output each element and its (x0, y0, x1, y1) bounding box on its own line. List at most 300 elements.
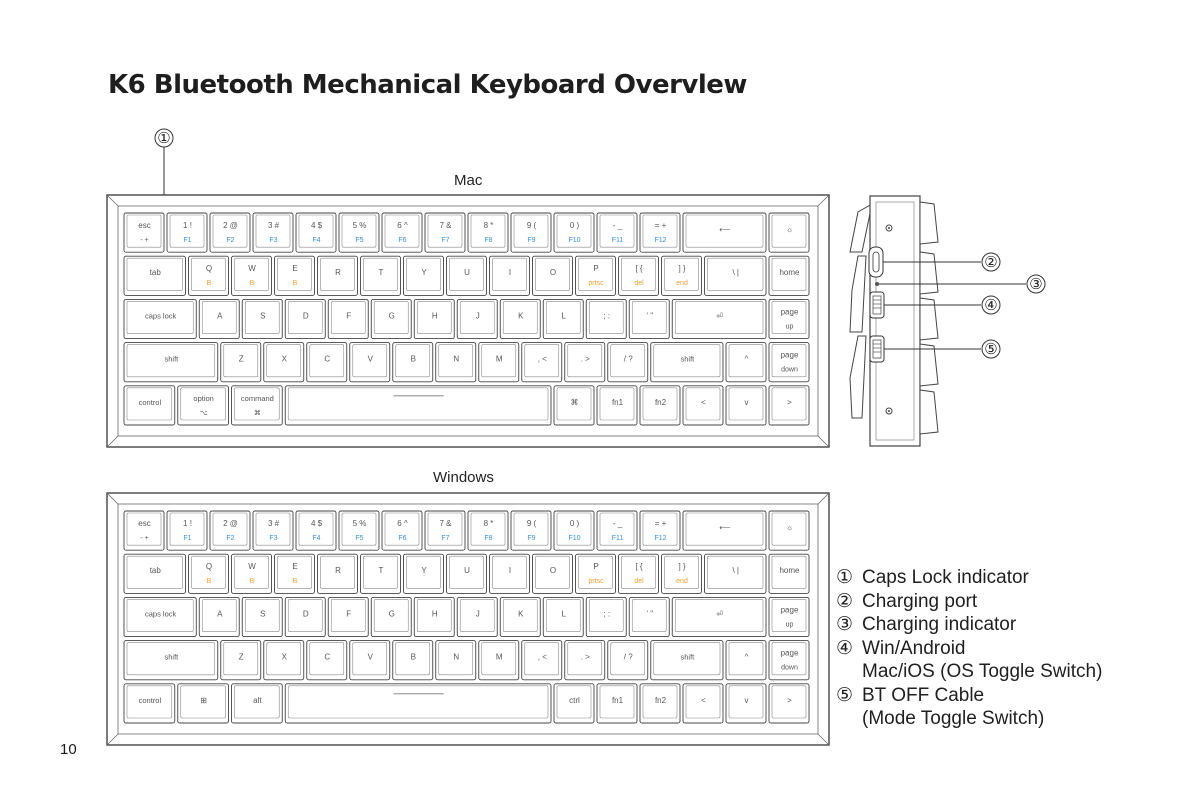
key-label: G (388, 311, 395, 321)
key-label: M (495, 652, 503, 662)
key-label: shift (680, 652, 695, 662)
key-label: ] } (678, 264, 686, 274)
key-label: 8 * (483, 519, 494, 528)
key (640, 386, 680, 425)
key (769, 554, 809, 593)
key-label: V (367, 354, 373, 364)
key (275, 256, 315, 295)
key-sublabel: F6 (398, 237, 407, 244)
windows-keyboard (106, 492, 830, 746)
key (124, 299, 196, 338)
key-label: . > (580, 652, 590, 662)
key-sublabel: F3 (269, 237, 278, 244)
key (318, 554, 358, 593)
key (490, 554, 530, 593)
key-label: ^ (744, 652, 749, 662)
key-label: Q (205, 562, 213, 572)
key (597, 213, 637, 252)
key-label: 5 % (352, 221, 367, 230)
key-label: ⟵ (719, 523, 731, 532)
key-label: F (346, 311, 352, 321)
key-label: control (138, 397, 162, 407)
key (608, 343, 648, 382)
mac-label: Mac (454, 172, 483, 189)
key-label: 4 $ (310, 221, 323, 230)
key (565, 343, 605, 382)
key-label: W (248, 264, 256, 274)
key-sublabel: prtsc (588, 578, 604, 586)
key (586, 597, 626, 636)
key (457, 299, 497, 338)
key-label: S (260, 311, 266, 321)
key (479, 641, 519, 680)
key-sublabel: F8 (484, 237, 493, 244)
key (124, 597, 196, 636)
key-label: page (780, 307, 799, 317)
key-label: 9 ( (526, 519, 537, 528)
key-label: v (744, 397, 749, 407)
key (672, 299, 766, 338)
key-label: shift (680, 354, 695, 364)
legend-item-3 (836, 613, 1102, 637)
key-label: control (138, 695, 162, 705)
key (468, 213, 508, 252)
key (662, 256, 702, 295)
key-label: [ { (635, 562, 643, 572)
key (683, 213, 766, 252)
key-label: - _ (612, 221, 623, 230)
key-label: 9 ( (526, 221, 537, 230)
key-label: ☼ (785, 225, 794, 234)
key-sublabel: - + (140, 535, 149, 542)
key-label: K (518, 609, 524, 619)
key-label: 8 * (483, 221, 494, 230)
key-label: Q (205, 264, 213, 274)
key (275, 554, 315, 593)
key (339, 213, 379, 252)
key (285, 386, 551, 425)
key-label: , < (537, 354, 547, 364)
key-label: fn1 (611, 397, 624, 407)
key-label: page (780, 648, 799, 658)
key (232, 256, 272, 295)
key (232, 684, 283, 723)
key (522, 343, 562, 382)
key (210, 511, 250, 550)
key-label: L (561, 311, 566, 321)
callout-4-label: ④ (984, 297, 998, 314)
key (543, 299, 583, 338)
key-label: 0 ) (569, 519, 580, 528)
key-label: , < (537, 652, 547, 662)
key (726, 684, 766, 723)
key (769, 684, 809, 723)
key (339, 511, 379, 550)
key-sublabel: F12 (654, 237, 667, 244)
key-sublabel: F5 (355, 535, 364, 542)
key-label: Z (238, 652, 244, 662)
key (189, 256, 229, 295)
callout-2-label: ② (984, 254, 998, 271)
key-label: alt (253, 695, 262, 705)
key (253, 213, 293, 252)
key (371, 597, 411, 636)
key-sublabel: F2 (226, 237, 235, 244)
key-label: C (324, 652, 331, 662)
key-label: 3 # (267, 519, 280, 528)
key (221, 343, 261, 382)
key-sublabel: F2 (226, 535, 235, 542)
key (189, 554, 229, 593)
key-label: 6 ^ (397, 519, 408, 528)
key (629, 299, 669, 338)
legend-num: ② (836, 590, 854, 612)
key (457, 597, 497, 636)
key-label: ctrl (569, 695, 580, 705)
key-label: esc (138, 519, 151, 528)
key-label: U (464, 566, 470, 576)
key-sublabel: del (634, 280, 644, 288)
key-sublabel: F10 (568, 237, 581, 244)
key (511, 213, 551, 252)
legend-text: Charging indicator (862, 614, 1017, 635)
key-sublabel: F7 (441, 535, 450, 542)
key-label: U (464, 268, 470, 278)
page-number: 10 (60, 741, 77, 758)
key-sublabel: F7 (441, 237, 450, 244)
key-label: ' " (646, 609, 654, 619)
key (619, 256, 659, 295)
key (242, 597, 282, 636)
key (490, 256, 530, 295)
key-sublabel: B (206, 578, 212, 586)
callout-5-label: ⑤ (984, 341, 998, 358)
key (404, 256, 444, 295)
key-sublabel: down (781, 366, 798, 374)
callout-3-label: ③ (1029, 276, 1043, 293)
key (554, 386, 594, 425)
key (565, 641, 605, 680)
key-label: ⏎ (716, 609, 723, 619)
key-sublabel: B (292, 578, 298, 586)
key-label: caps lock (144, 609, 177, 619)
key-label: T (378, 268, 384, 278)
key (124, 213, 164, 252)
key-label: K (518, 311, 524, 321)
key (769, 343, 809, 382)
key (199, 597, 239, 636)
key-label: page (780, 350, 799, 360)
key (511, 511, 551, 550)
key (232, 386, 283, 425)
key (393, 641, 433, 680)
legend-num: ③ (836, 614, 854, 635)
legend-text-continued: (Mode Toggle Switch) (862, 708, 1045, 729)
keyboard-side-view (842, 192, 1062, 456)
key-label: N (453, 652, 460, 662)
key (726, 343, 766, 382)
key (285, 299, 325, 338)
legend (836, 566, 1102, 731)
key-label: C (324, 354, 331, 364)
key (178, 386, 229, 425)
key-sublabel: F3 (269, 535, 278, 542)
key-label: Z (238, 354, 244, 364)
key-sublabel: F4 (312, 237, 321, 244)
key-label: T (378, 566, 384, 576)
key-label: = + (654, 519, 667, 528)
key (447, 256, 487, 295)
key (554, 511, 594, 550)
key (533, 554, 573, 593)
key-label: fn2 (654, 695, 667, 705)
key (350, 641, 390, 680)
key-sublabel: F5 (355, 237, 364, 244)
key (769, 597, 809, 636)
key-sublabel: F12 (654, 535, 667, 542)
key (221, 641, 261, 680)
key-label: < (701, 695, 706, 705)
key-label: ; : (603, 311, 611, 321)
key-label: F (346, 609, 352, 619)
key-label: 6 ^ (397, 221, 408, 230)
key-label: \ | (732, 566, 740, 576)
key (479, 343, 519, 382)
key (318, 256, 358, 295)
key (769, 641, 809, 680)
key-label: Y (421, 566, 427, 576)
key-label: D (302, 311, 309, 321)
key-label: home (779, 566, 800, 576)
key-label: E (292, 264, 298, 274)
key (124, 386, 175, 425)
legend-text: Caps Lock indicator (862, 567, 1029, 588)
key (447, 554, 487, 593)
key (124, 343, 218, 382)
key (382, 511, 422, 550)
key-label: / ? (623, 354, 633, 364)
legend-text: Charging port (862, 590, 978, 612)
key (436, 641, 476, 680)
key (199, 299, 239, 338)
key (414, 299, 454, 338)
key-label: A (217, 609, 223, 619)
key (769, 299, 809, 338)
key (597, 511, 637, 550)
key-label: E (292, 562, 298, 572)
key-label: = + (654, 221, 667, 230)
key (576, 256, 616, 295)
key (242, 299, 282, 338)
key (769, 256, 809, 295)
key (382, 213, 422, 252)
key (640, 684, 680, 723)
key-sublabel: B (206, 280, 212, 288)
legend-text: Win/Android (862, 637, 966, 659)
key (468, 511, 508, 550)
key-label: I (508, 566, 512, 576)
key-label: 7 & (439, 519, 452, 528)
key (124, 256, 186, 295)
key-sublabel: F9 (527, 535, 536, 542)
key (178, 684, 229, 723)
key (554, 213, 594, 252)
key-label: tab (149, 566, 161, 576)
key-sublabel: B (292, 280, 298, 288)
key (629, 597, 669, 636)
key (576, 554, 616, 593)
key-label: tab (149, 268, 161, 278)
key-label: v (744, 695, 749, 705)
key (264, 641, 304, 680)
key-sublabel: F1 (183, 237, 192, 244)
key-sublabel: del (634, 578, 644, 586)
key-label: 1 ! (183, 519, 192, 528)
key-label: > (787, 695, 792, 705)
key (769, 511, 809, 550)
key-label: O (549, 268, 557, 278)
key-sublabel: end (676, 578, 688, 586)
key (705, 554, 767, 593)
key-label: 3 # (267, 221, 280, 230)
key-label: G (388, 609, 395, 619)
key (769, 213, 809, 252)
key-sublabel: end (676, 280, 688, 288)
key-label: 2 @ (223, 519, 238, 528)
key-label: X (281, 652, 287, 662)
key (124, 554, 186, 593)
key (651, 641, 723, 680)
key (167, 213, 207, 252)
key (414, 597, 454, 636)
key-label: fn2 (654, 397, 667, 407)
key-label: esc (138, 221, 151, 230)
key-sublabel: F11 (611, 535, 624, 542)
key-label: H (431, 311, 438, 321)
key (522, 641, 562, 680)
key (651, 343, 723, 382)
windows-label: Windows (433, 469, 494, 486)
key-label: B (410, 354, 416, 364)
legend-item-1 (836, 566, 1102, 590)
key-label: caps lock (144, 311, 177, 321)
key (672, 597, 766, 636)
key-label: J (475, 311, 480, 321)
key-sublabel: F9 (527, 237, 536, 244)
key (425, 511, 465, 550)
key-label: 5 % (352, 519, 367, 528)
key-sublabel: F6 (398, 535, 407, 542)
key-label: P (593, 264, 599, 274)
key (769, 386, 809, 425)
key (726, 386, 766, 425)
legend-num: ① (836, 567, 854, 588)
key-label: H (431, 609, 438, 619)
key-label: home (779, 268, 800, 278)
key-label: 1 ! (183, 221, 192, 230)
key-label: L (561, 609, 566, 619)
key-sublabel: F11 (611, 237, 624, 244)
key-label: - _ (612, 519, 623, 528)
key-label: < (701, 397, 706, 407)
key (328, 299, 368, 338)
key-sublabel: F10 (568, 535, 581, 542)
key-label: A (217, 311, 223, 321)
key (640, 511, 680, 550)
key-label: > (787, 397, 792, 407)
key (500, 299, 540, 338)
key (543, 597, 583, 636)
key-label: J (475, 609, 480, 619)
page-title: K6 Bluetooth Mechanical Keyboard Overvlew (108, 70, 747, 100)
key-label: 7 & (439, 221, 452, 230)
legend-item-5 (836, 684, 1102, 708)
key (533, 256, 573, 295)
key-label: R (335, 268, 341, 278)
key (500, 597, 540, 636)
key-sublabel: F1 (183, 535, 192, 542)
legend-text-continued: Mac/iOS (OS Toggle Switch) (862, 661, 1103, 682)
key-label: M (495, 354, 503, 364)
key (683, 386, 723, 425)
key-sublabel: B (249, 280, 255, 288)
key (296, 511, 336, 550)
key-label: 0 ) (569, 221, 580, 230)
key (554, 684, 594, 723)
key-label: ⏎ (716, 311, 723, 321)
key (705, 256, 767, 295)
key-label: O (549, 566, 557, 576)
key (307, 343, 347, 382)
key-label: X (281, 354, 287, 364)
key-sublabel: down (781, 664, 798, 672)
key-sublabel: B (249, 578, 255, 586)
key-label: ⊞ (200, 695, 207, 705)
key (124, 641, 218, 680)
key (285, 684, 551, 723)
legend-item-2 (836, 590, 1102, 614)
key-label: ☼ (785, 523, 794, 532)
key (726, 641, 766, 680)
key-label: option (193, 393, 214, 403)
key-label: V (367, 652, 373, 662)
key-label: W (248, 562, 256, 572)
key-label: page (780, 605, 799, 615)
key-label: \ | (732, 268, 740, 278)
key-sublabel: F8 (484, 535, 493, 542)
key (167, 511, 207, 550)
key-label: N (453, 354, 460, 364)
key-sublabel: F4 (312, 535, 321, 542)
key (232, 554, 272, 593)
legend-num: ④ (836, 637, 854, 659)
key (253, 511, 293, 550)
key (586, 299, 626, 338)
key (296, 213, 336, 252)
key-label: ⌘ (570, 397, 579, 407)
key-label: fn1 (611, 695, 624, 705)
key (619, 554, 659, 593)
key-label: . > (580, 354, 590, 364)
key-label: D (302, 609, 309, 619)
key (361, 256, 401, 295)
legend-num: ⑤ (836, 684, 854, 706)
key (436, 343, 476, 382)
key (371, 299, 411, 338)
key (393, 343, 433, 382)
key (350, 343, 390, 382)
key-sublabel: up (785, 323, 794, 331)
